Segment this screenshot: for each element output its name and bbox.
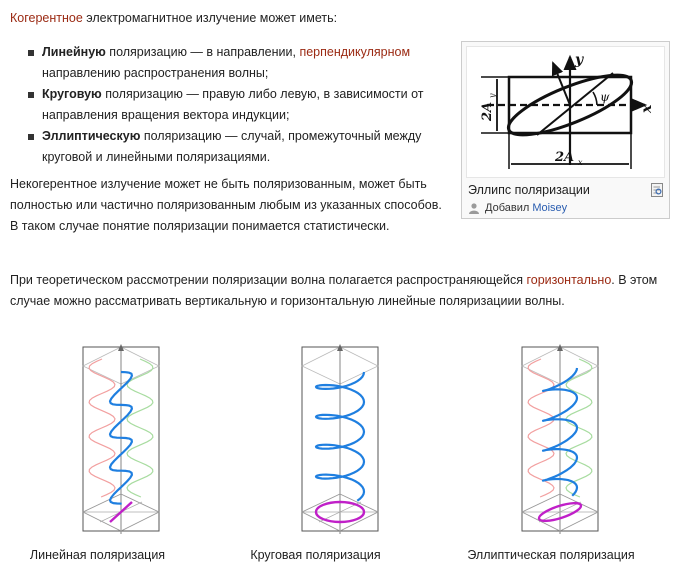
bullet-icon bbox=[28, 92, 34, 98]
incoherent-paragraph: Некогерентное излучение может не быть поляризованным, может быть полностью или частично поляризованным любым из указанных способов. В таком случае понятие поляризации понимается статистически. bbox=[10, 177, 442, 233]
list-item-bold: Круговую bbox=[42, 87, 102, 101]
user-link[interactable]: Moisey bbox=[532, 202, 568, 214]
two-ay-label: 2A bbox=[480, 101, 495, 121]
elliptical-polarization-figure bbox=[519, 344, 601, 534]
y-axis-label: y bbox=[575, 52, 584, 68]
two-ax-label: 2A bbox=[555, 150, 575, 165]
horizontal-link[interactable]: горизонтально bbox=[526, 273, 612, 287]
psi-label: ψ bbox=[600, 90, 610, 104]
intro-text: электромагнитное излучение может иметь: bbox=[82, 11, 338, 25]
theory-paragraph bbox=[10, 270, 680, 312]
list-item-bold: Линейную bbox=[42, 45, 106, 59]
list-item-bold: Эллиптическую bbox=[42, 129, 141, 143]
list-item-circular bbox=[10, 84, 450, 126]
x-axis-label: x bbox=[639, 104, 655, 113]
list-item-text: поляризацию — правую либо левую, в зависимости от направления вращения вектора индукции; bbox=[42, 87, 424, 122]
thumbnail-box bbox=[461, 41, 670, 219]
list-item-text: поляризацию — случай, промежуточный между круговой и линейными поляризациями. bbox=[42, 129, 422, 164]
added-by-row bbox=[468, 202, 567, 214]
theory-text: . В этом случае можно рассматривать вертикальную и горизонтальную линейные поляризациии волны. bbox=[10, 273, 658, 308]
theory-text: При теоретическом рассмотрении поляризации волна полагается распространяющейся bbox=[10, 273, 527, 287]
two-ay-subscript: y bbox=[488, 93, 497, 98]
bullet-icon bbox=[28, 134, 34, 140]
bullet-icon bbox=[28, 50, 34, 56]
added-by-label: Добавил bbox=[485, 202, 530, 214]
elliptical-figure-caption: Эллиптическая поляризация bbox=[467, 548, 635, 562]
ellipse-diagram-image[interactable] bbox=[466, 46, 665, 178]
linear-polarization-figure bbox=[80, 344, 162, 534]
coherent-link[interactable]: Когерентное bbox=[10, 11, 83, 25]
magnify-icon[interactable] bbox=[651, 183, 663, 197]
thumbnail-caption: Эллипс поляризации bbox=[468, 183, 590, 197]
ellipse-diagram bbox=[467, 47, 664, 177]
intro-paragraph bbox=[10, 8, 450, 29]
circular-polarization-figure bbox=[299, 344, 381, 534]
two-ax-subscript: x bbox=[578, 158, 583, 167]
perpendicular-link[interactable]: перпендикулярном bbox=[299, 45, 411, 59]
list-item-elliptical bbox=[10, 126, 450, 168]
user-icon bbox=[468, 202, 480, 214]
list-item-text: направлению распространения волны; bbox=[42, 66, 269, 80]
list-item-text: поляризацию — в направлении, bbox=[105, 45, 300, 59]
list-item-linear bbox=[10, 42, 450, 84]
linear-figure-caption: Линейная поляризация bbox=[29, 548, 166, 562]
circular-figure-caption: Круговая поляризация bbox=[250, 548, 381, 562]
polarization-list bbox=[10, 42, 450, 168]
